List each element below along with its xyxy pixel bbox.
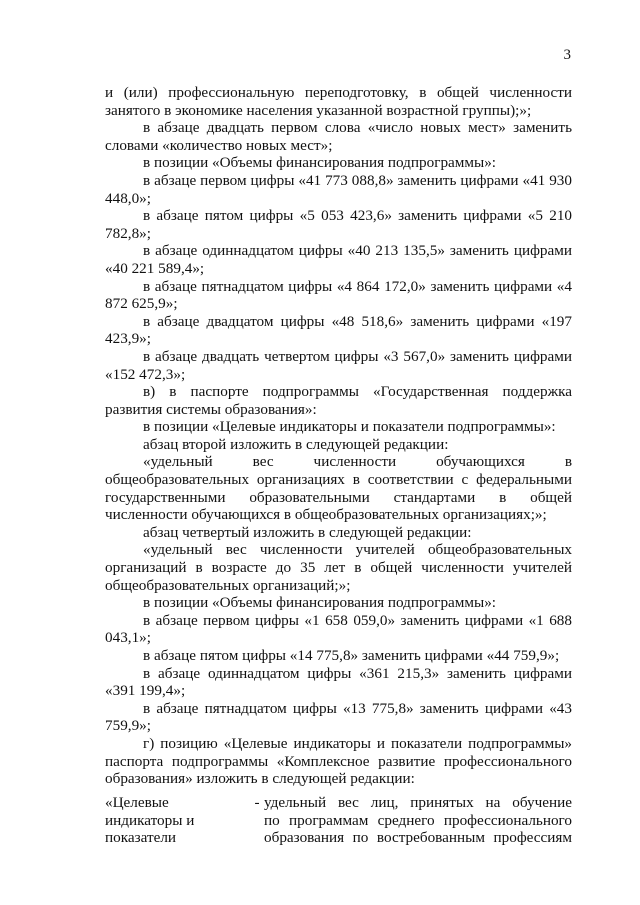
paragraph: в абзаце двадцать первом слова «число новых мест» заменить словами «количество новых мест»; xyxy=(105,119,572,154)
table-dash: - xyxy=(254,794,260,811)
paragraph: в абзаце двадцатом цифры «48 518,6» заменить цифрами «197 423,9»; xyxy=(105,312,572,348)
paragraph: в абзаце первом цифры «41 773 088,8» заменить цифрами «41 930 448,0»; xyxy=(105,171,572,207)
paragraph: в позиции «Целевые индикаторы и показатели подпрограммы»: xyxy=(143,418,556,436)
paragraph: в абзаце двадцать четвертом цифры «3 567,0» заменить цифрами «152 472,3»; xyxy=(105,347,572,383)
paragraph: в абзаце пятнадцатом цифры «4 864 172,0» заменить цифрами «4 872 625,9»; xyxy=(105,277,572,313)
table-left-cell xyxy=(105,794,250,847)
table-right-line: по программам среднего профессионального xyxy=(264,811,572,829)
table-right-line: образования по востребованным профессиям xyxy=(264,829,572,847)
paragraph: «удельный вес численности обучающихся в общеобразовательных организациях в соответствии с федеральными государственными образовательными стандартами в общей численности обучающихся в общеобразовательных организациях;»; xyxy=(105,453,572,524)
table-right-line: удельный вес лиц, принятых на обучение xyxy=(264,794,572,811)
paragraph: в позиции «Объемы финансирования подпрограммы»: xyxy=(143,594,497,612)
paragraph: в позиции «Объемы финансирования подпрограммы»: xyxy=(143,154,497,172)
paragraph: абзац второй изложить в следующей редакции: xyxy=(143,435,449,453)
paragraph: в абзаце пятом цифры «5 053 423,6» заменить цифрами «5 210 782,8»; xyxy=(105,207,572,242)
table-left-line: показатели xyxy=(105,829,177,847)
paragraph: в абзаце одиннадцатом цифры «40 213 135,5» заменить цифрами «40 221 589,4»; xyxy=(105,242,572,277)
paragraph: абзац четвертый изложить в следующей редакции: xyxy=(143,523,472,541)
paragraph: в абзаце пятом цифры «14 775,8» заменить цифрами «44 759,9»; xyxy=(143,647,560,664)
document-body xyxy=(105,84,572,788)
paragraph: в) в паспорте подпрограммы «Государственная поддержка развития системы образования»: xyxy=(105,383,572,418)
paragraph: «удельный вес численности учителей общеобразовательных организаций в возрасте до 35 лет в общей численности учителей общеобразовательных организаций;»; xyxy=(105,541,572,594)
table-left-line: индикаторы и xyxy=(105,811,195,829)
page-number: 3 xyxy=(563,47,571,63)
indicators-table xyxy=(105,794,572,847)
paragraph: и (или) профессиональную переподготовку, в общей численности занятого в экономике населения указанной возрастной группы);»; xyxy=(105,84,572,119)
paragraph: г) позицию «Целевые индикаторы и показатели подпрограммы» паспорта подпрограммы «Комплексное развитие профессионального образования» изложить в следующей редакции: xyxy=(105,734,572,788)
paragraph: в абзаце первом цифры «1 658 059,0» заменить цифрами «1 688 043,1»; xyxy=(105,611,572,647)
table-right-cell xyxy=(264,794,572,847)
table-left-line: «Целевые xyxy=(105,794,169,811)
paragraph: в абзаце пятнадцатом цифры «13 775,8» заменить цифрами «43 759,9»; xyxy=(105,699,572,735)
paragraph: в абзаце одиннадцатом цифры «361 215,3» заменить цифрами «391 199,4»; xyxy=(105,664,572,700)
